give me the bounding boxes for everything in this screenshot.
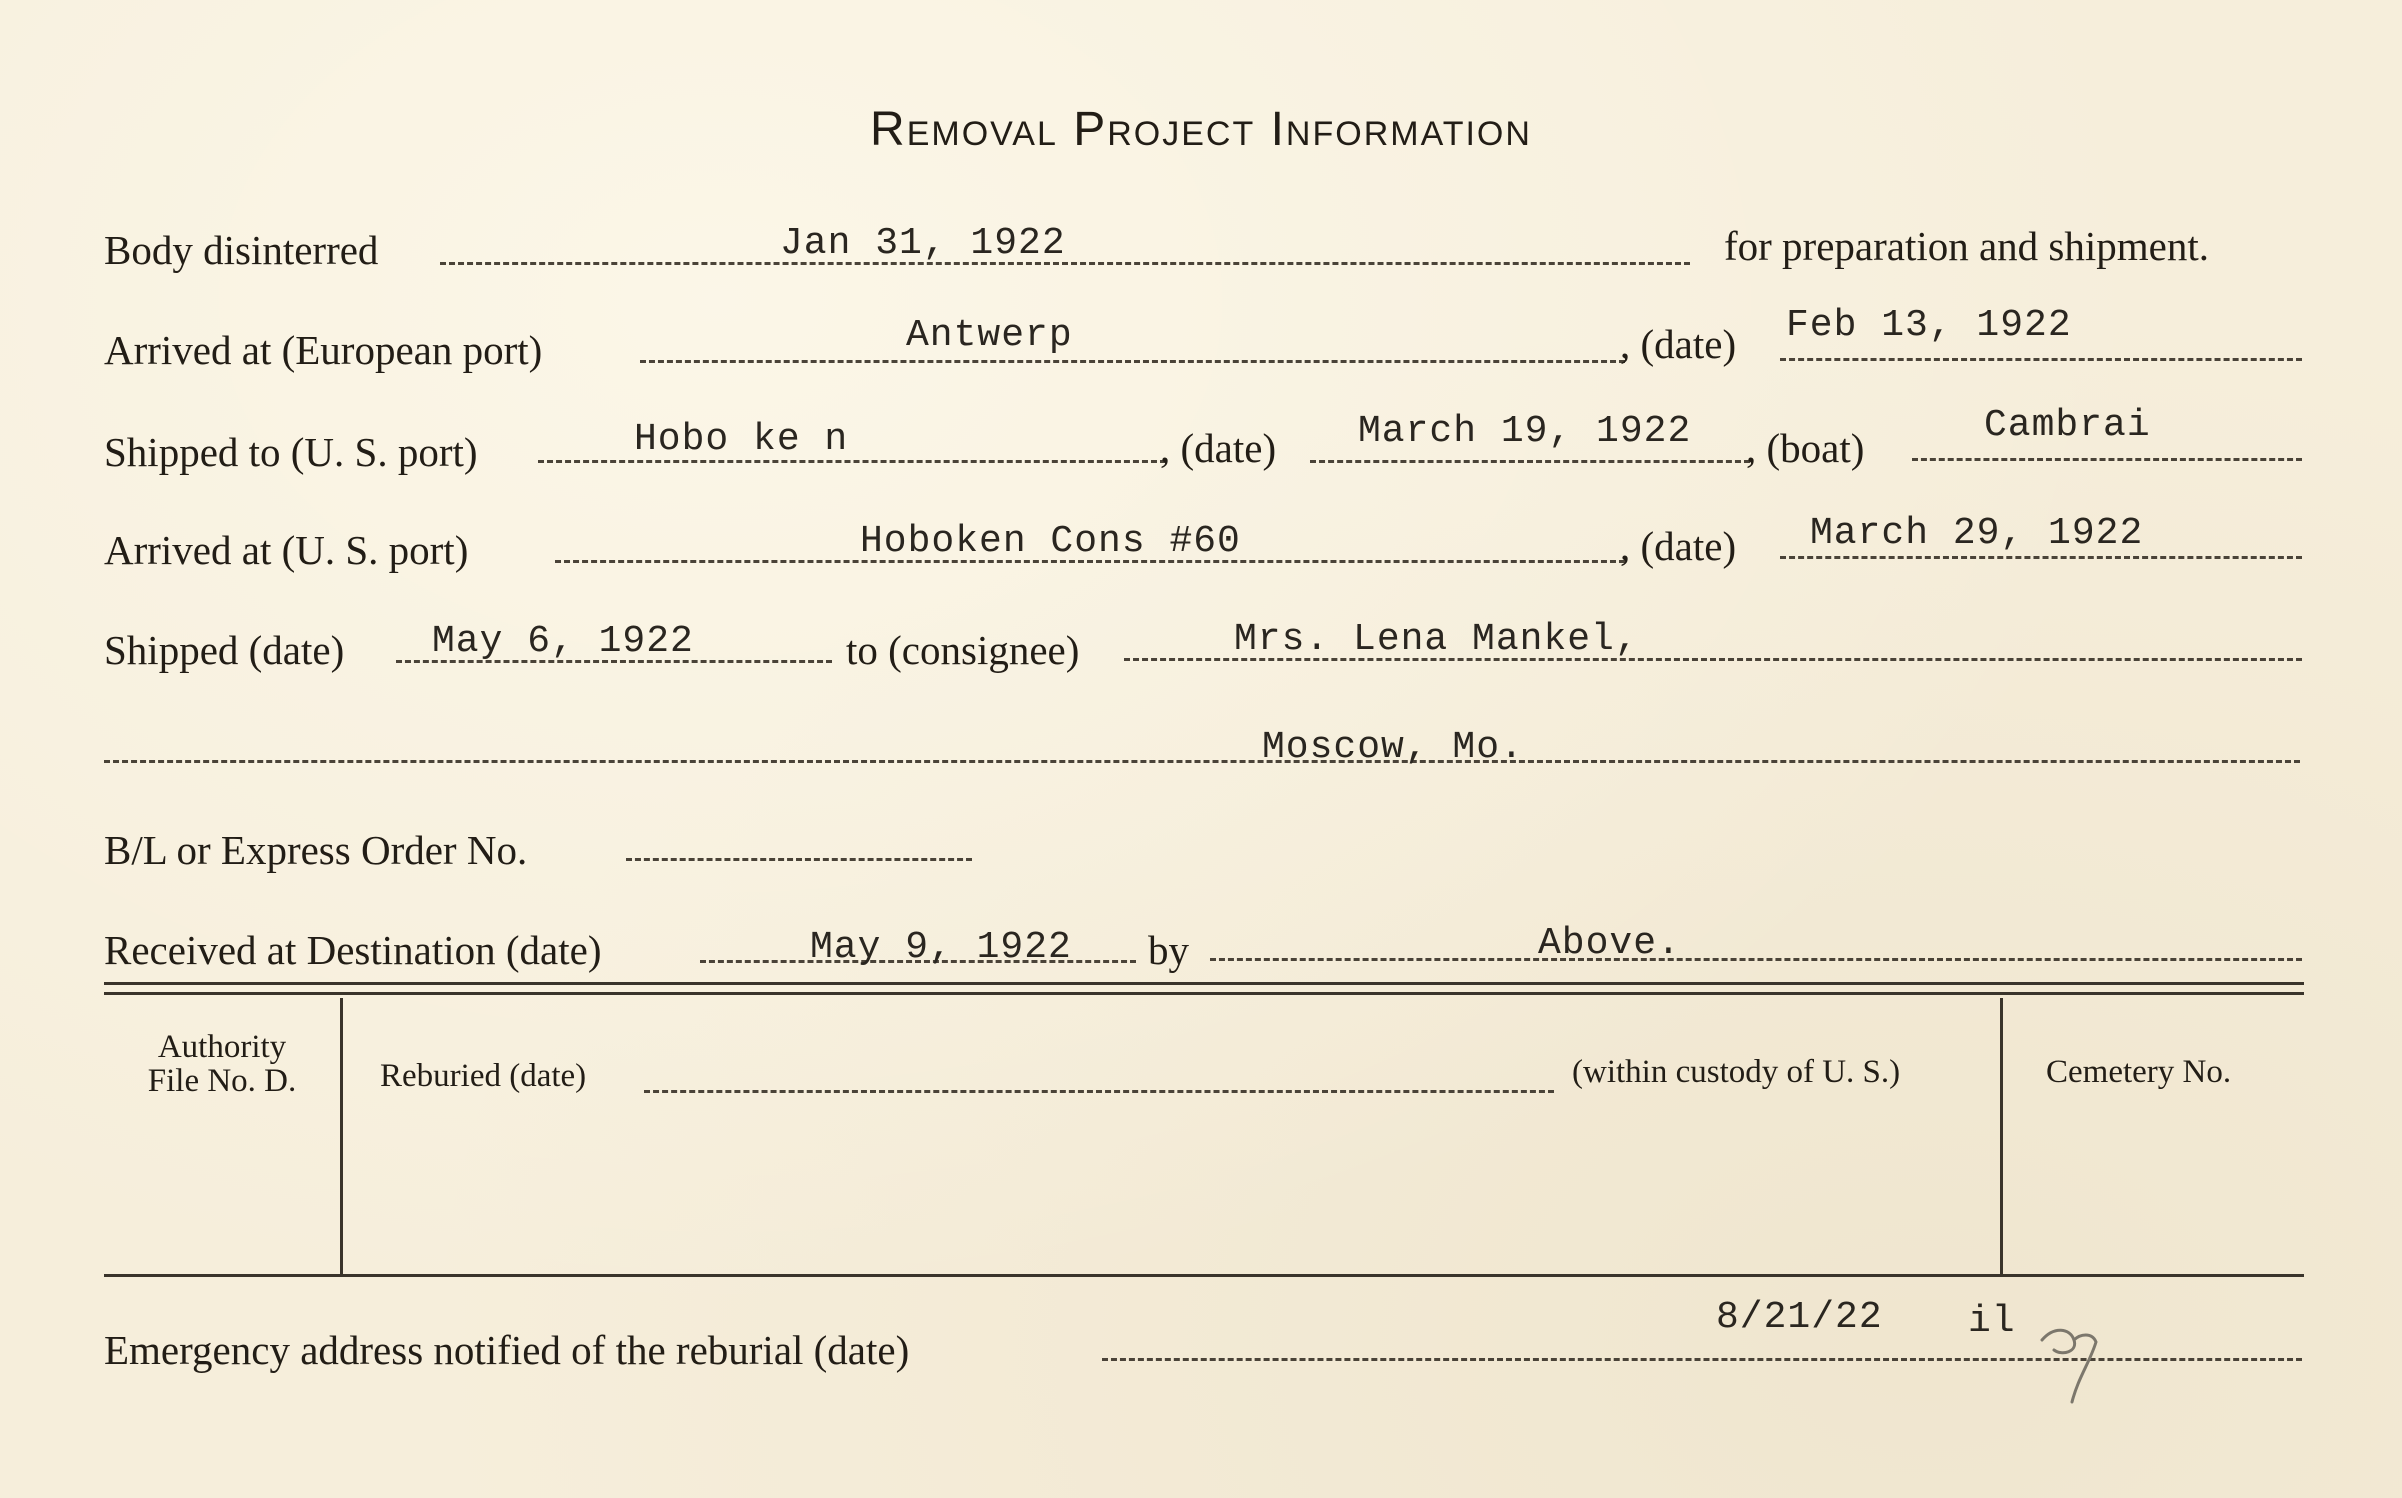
received-label: Received at Destination (date) xyxy=(104,927,602,973)
arrived-european-date-label: , (date) xyxy=(1620,321,1737,367)
consignee-label: to (consignee) xyxy=(846,627,1080,673)
shipped-us-date-line xyxy=(1310,460,1750,463)
shipped-date-value: May 6, 1922 xyxy=(432,620,694,663)
received-by-label: by xyxy=(1148,927,1189,973)
emergency-initials: il xyxy=(1968,1300,2016,1343)
pencil-scribble-icon xyxy=(2032,1306,2112,1406)
arrived-european-label: Arrived at (European port) xyxy=(104,327,543,373)
custody-label: (within custody of U. S.) xyxy=(1572,1054,1901,1090)
emergency-label: Emergency address notified of the reburial (date) xyxy=(104,1327,910,1373)
arrived-european-line xyxy=(640,360,1625,363)
arrived-us-label: Arrived at (U. S. port) xyxy=(104,527,469,573)
table-bottom-rule xyxy=(104,1274,2304,1277)
shipped-us-date-label: , (date) xyxy=(1160,425,1277,471)
consignee-value: Mrs. Lena Mankel, xyxy=(1234,618,1639,661)
arrived-us-date-line xyxy=(1780,556,2302,559)
shipped-us-boat-line xyxy=(1912,458,2302,461)
body-disinterred-label: Body disinterred xyxy=(104,227,379,273)
shipped-date-label: Shipped (date) xyxy=(104,627,345,673)
received-date-value: May 9, 1922 xyxy=(810,926,1072,969)
emergency-date-value: 8/21/22 xyxy=(1716,1296,1883,1339)
received-by-line xyxy=(1210,958,2302,961)
emergency-line xyxy=(1102,1358,2302,1361)
address-value: Moscow, Mo. xyxy=(1262,726,1524,769)
arrived-european-value: Antwerp xyxy=(906,314,1073,357)
shipped-us-value: Hobo ke n xyxy=(634,418,849,461)
body-disinterred-suffix: for preparation and shipment. xyxy=(1724,223,2210,269)
arrived-european-date-value: Feb 13, 1922 xyxy=(1786,304,2072,347)
table-divider-left xyxy=(340,998,343,1274)
bl-order-line xyxy=(626,858,972,861)
reburied-label: Reburied (date) xyxy=(380,1058,587,1094)
cemetery-label: Cemetery No. xyxy=(2046,1054,2232,1090)
body-disinterred-value: Jan 31, 1922 xyxy=(780,222,1066,265)
shipped-us-date-value: March 19, 1922 xyxy=(1358,410,1692,453)
reburied-line xyxy=(644,1090,1554,1093)
bl-order-label: B/L or Express Order No. xyxy=(104,827,528,873)
shipped-us-boat-label: , (boat) xyxy=(1746,425,1865,471)
arrived-us-date-value: March 29, 1922 xyxy=(1810,512,2144,555)
page-title: Removal Project Information xyxy=(870,103,1532,156)
shipped-us-boat-value: Cambrai xyxy=(1984,404,2151,447)
arrived-us-value: Hoboken Cons #60 xyxy=(860,520,1241,563)
arrived-european-date-line xyxy=(1780,358,2302,361)
received-by-value: Above. xyxy=(1538,922,1681,965)
table-divider-right xyxy=(2000,998,2003,1274)
shipped-us-label: Shipped to (U. S. port) xyxy=(104,429,478,475)
authority-line2: File No. D. xyxy=(147,1063,297,1099)
shipped-us-line xyxy=(538,460,1166,463)
authority-label xyxy=(110,1030,334,1098)
arrived-us-date-label: , (date) xyxy=(1620,523,1737,569)
table-top-rule xyxy=(104,982,2304,985)
table-top-rule-2 xyxy=(104,992,2304,995)
address-line xyxy=(104,760,2300,763)
authority-line1: Authority xyxy=(157,1029,287,1065)
